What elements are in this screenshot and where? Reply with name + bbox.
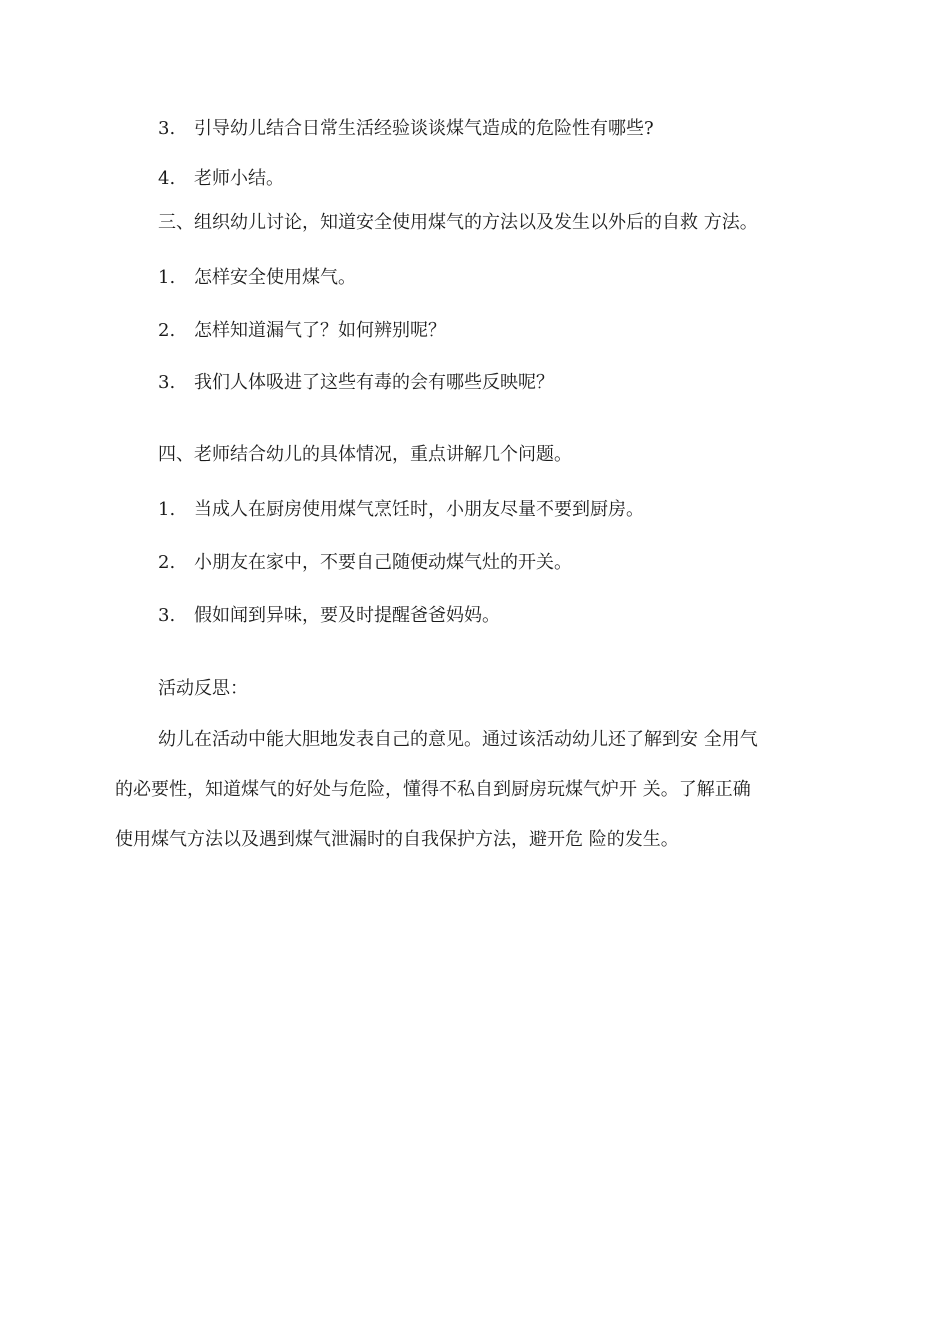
list-item — [158, 117, 654, 141]
item-text: 老师小结。 — [194, 168, 284, 189]
item-text: 怎样安全使用煤气。 — [194, 267, 356, 288]
list-item — [158, 266, 356, 290]
item-text: 怎样知道漏气了？如何辨别呢？ — [194, 320, 446, 341]
item-number: 3. — [158, 372, 176, 393]
reflection-heading: 活动反思： — [158, 678, 248, 699]
list-item — [158, 167, 284, 191]
reflection-line: 使用煤气方法以及遇到煤气泄漏时的自我保护方法，避开危 险的发生。 — [115, 829, 679, 850]
list-item — [158, 319, 446, 343]
reflection-line: 的必要性，知道煤气的好处与危险，懂得不私自到厨房玩煤气炉开 关。了解正确 — [115, 779, 751, 800]
section-heading: 四、老师结合幼儿的具体情况，重点讲解几个问题。 — [158, 444, 572, 465]
list-item — [158, 604, 500, 628]
section-heading: 三、组织幼儿讨论，知道安全使用煤气的方法以及发生以外后的自救 方法。 — [158, 212, 758, 233]
list-item — [158, 371, 554, 395]
item-text: 小朋友在家中，不要自己随便动煤气灶的开关。 — [194, 552, 572, 573]
item-number: 2. — [158, 552, 176, 573]
item-text: 假如闻到异味，要及时提醒爸爸妈妈。 — [194, 605, 500, 626]
item-number: 3. — [158, 118, 176, 139]
item-text: 引导幼儿结合日常生活经验谈谈煤气造成的危险性有哪些? — [194, 118, 654, 139]
item-number: 1. — [158, 499, 176, 520]
item-text: 当成人在厨房使用煤气烹饪时，小朋友尽量不要到厨房。 — [194, 499, 644, 520]
list-item — [158, 498, 644, 522]
reflection-line: 幼儿在活动中能大胆地发表自己的意见。通过该活动幼儿还了解到安 全用气 — [158, 729, 758, 750]
item-number: 1. — [158, 267, 176, 288]
item-number: 4. — [158, 168, 176, 189]
item-number: 2. — [158, 320, 176, 341]
list-item — [158, 551, 572, 575]
item-number: 3. — [158, 605, 176, 626]
item-text: 我们人体吸进了这些有毒的会有哪些反映呢？ — [194, 372, 554, 393]
